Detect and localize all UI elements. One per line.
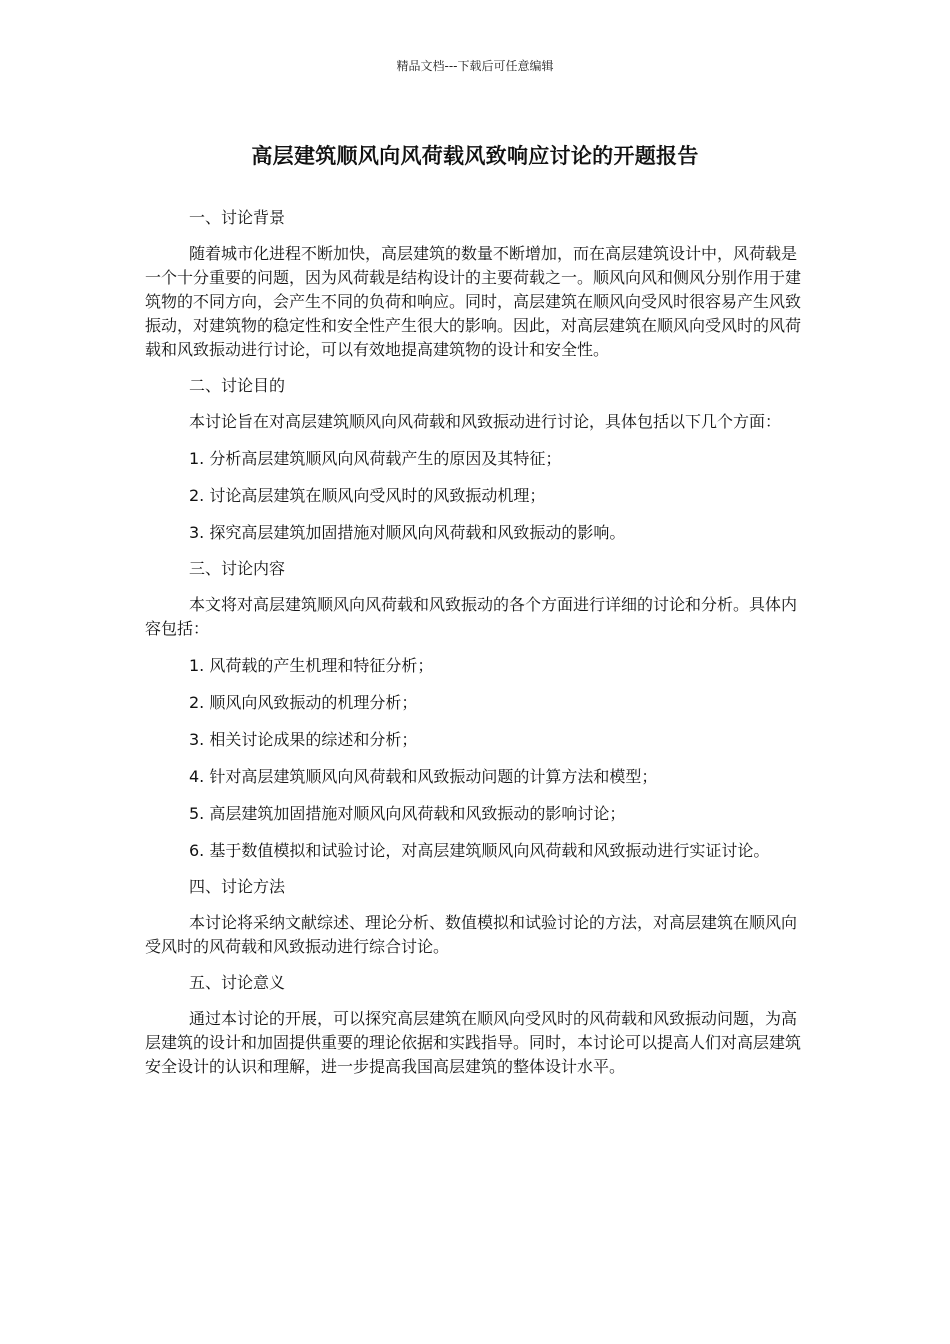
document-body <box>145 206 810 1079</box>
list-item: 2. 顺风向风致振动的机理分析； <box>189 693 418 712</box>
list-item: 3. 相关讨论成果的综述和分析； <box>189 730 418 749</box>
list-item: 4. 针对高层建筑顺风向风荷载和风致振动问题的计算方法和模型； <box>189 767 658 786</box>
paragraph: 本讨论旨在对高层建筑顺风向风荷载和风致振动进行讨论，具体包括以下几个方面： <box>189 412 782 431</box>
list-item: 5. 高层建筑加固措施对顺风向风荷载和风致振动的影响讨论； <box>189 804 626 823</box>
list-item: 1. 风荷载的产生机理和特征分析； <box>189 656 434 675</box>
paragraph: 随着城市化进程不断加快，高层建筑的数量不断增加，而在高层建筑设计中，风荷载是一个十分重要的问题，因为风荷载是结构设计的主要荷载之一。顺风向风和侧风分别作用于建筑物的不同方向，会产生不同的负荷和响应。同时，高层建筑在顺风向受风时很容易产生风致振动，对建筑物的稳定性和安全性产生很大的影响。因此，对高层建筑在顺风向受风时的风荷载和风致振动进行讨论，可以有效地提高建筑物的设计和安全性。 <box>145 244 802 359</box>
section-heading: 五、讨论意义 <box>189 973 286 992</box>
section-heading: 一、讨论背景 <box>189 208 286 227</box>
list-item: 1. 分析高层建筑顺风向风荷载产生的原因及其特征； <box>189 449 562 468</box>
section-heading: 三、讨论内容 <box>189 559 286 578</box>
list-item: 6. 基于数值模拟和试验讨论，对高层建筑顺风向风荷载和风致振动进行实证讨论。 <box>189 841 770 860</box>
section-heading: 四、讨论方法 <box>189 877 286 896</box>
document-title: 高层建筑顺风向风荷载风致响应讨论的开题报告 <box>251 144 699 168</box>
page-header: 精品文档---下载后可任意编辑 <box>396 59 554 73</box>
paragraph: 本文将对高层建筑顺风向风荷载和风致振动的各个方面进行详细的讨论和分析。具体内容包括： <box>145 595 798 638</box>
section-heading: 二、讨论目的 <box>189 376 286 395</box>
list-item: 2. 讨论高层建筑在顺风向受风时的风致振动机理； <box>189 486 546 505</box>
paragraph: 本讨论将采纳文献综述、理论分析、数值模拟和试验讨论的方法，对高层建筑在顺风向受风时的风荷载和风致振动进行综合讨论。 <box>145 913 798 956</box>
list-item: 3. 探究高层建筑加固措施对顺风向风荷载和风致振动的影响。 <box>189 523 626 542</box>
paragraph: 通过本讨论的开展，可以探究高层建筑在顺风向受风时的风荷载和风致振动问题，为高层建筑的设计和加固提供重要的理论依据和实践指导。同时，本讨论可以提高人们对高层建筑安全设计的认识和理解，进一步提高我国高层建筑的整体设计水平。 <box>145 1009 802 1076</box>
